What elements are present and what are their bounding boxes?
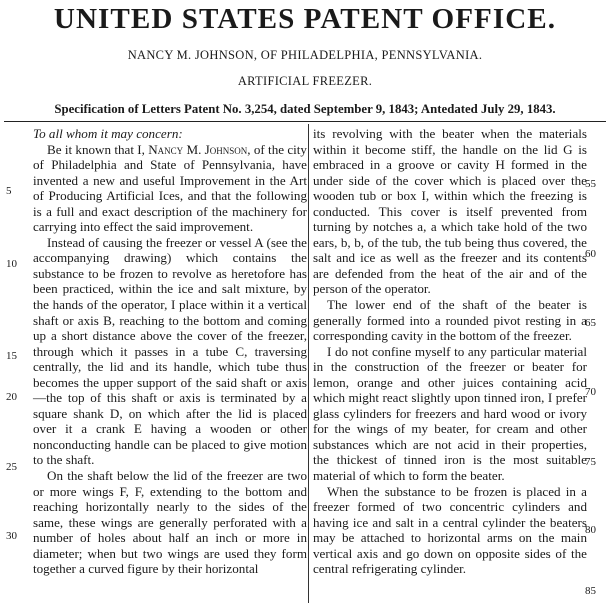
paragraph-pivot: The lower end of the shaft of the beater is generally formed into a rounded pivot resting in a corresponding cavity in the bottom of the freezer. <box>313 297 587 344</box>
header-rule <box>4 121 606 122</box>
column-divider <box>308 124 309 603</box>
office-title: UNITED STATES PATENT OFFICE. <box>53 4 557 35</box>
intro-text-a: Be it known that I, <box>47 141 149 157</box>
line-number: 20 <box>6 391 17 403</box>
right-column <box>313 126 587 577</box>
paragraph-shaft: Instead of causing the freezer or vessel A (see the accompanying drawing) which contains the substance to be frozen to revolve as heretofore has been practiced, within the ice and salt mixture, by the hands of the operator, I place within it a vertical shaft or axis B, reaching to the bottom and coming up a short distance above the cover of the freezer, through which it passes in a tube C, traversing centrally, the lid and its handle, which tube thus becomes the upper support of the said shaft or axis—the top of this shaft or axis is terminated by a square shank D, on which after the lid is placed over it a crank E having a wooden or other nonconducting handle can be placed to give motion to the shaft. <box>33 234 307 468</box>
inventor-name: Nancy M. Johnson <box>148 141 248 157</box>
line-number: 10 <box>6 258 17 270</box>
left-column <box>33 126 307 577</box>
specification-line: Specification of Letters Patent No. 3,254, dated September 9, 1843; Antedated July 29, 1843. <box>54 102 556 116</box>
line-number: 5 <box>6 185 12 197</box>
paragraph-cover: its revolving with the beater when the materials within it become stiff, the handle on the lid G is embraced in a groove or cavity H formed in the under side of the cover which is placed over the wooden tub or box I, within which the freezing is conducted. This cover is itself prevented from turning by notches a, a which take hold of the two ears, b, b, of the tub, the tub being thus covered, the salt and ice as well as the freezer and its contents are defended from the heat of the air and of the person of the operator. <box>313 126 587 297</box>
paragraph-materials: I do not confine myself to any particular material in the construction of the freezer or beater for lemon, orange and other juices containing acid which might react slightly upon tinned iron, I prefer glass cylinders for freezers and hard wood or ivory for the wings of my beater, for cream and other substances which are not acid in their properties, the thickest of tinned iron is the most suitable material of which to form the beater. <box>313 343 587 484</box>
paragraph-concentric: When the substance to be frozen is placed in a freezer formed of two concentric cylinders and having ice and salt in a central cylinder the beaters may be attached to horizontal arms on the main vertical axis and go down on opposite sides of the central refrigerating cylinder. <box>313 483 587 577</box>
line-number: 30 <box>6 530 17 542</box>
line-number: 25 <box>6 461 17 473</box>
line-number: 55 <box>585 178 596 190</box>
inventor-line: NANCY M. JOHNSON, OF PHILADELPHIA, PENNSYLVANIA. <box>127 48 483 62</box>
line-number: 70 <box>585 386 596 398</box>
line-number: 65 <box>585 317 596 329</box>
line-number: 75 <box>585 456 596 468</box>
line-number: 85 <box>585 585 596 597</box>
paragraph-wings: On the shaft below the lid of the freezer are two or more wings F, F, extending to the bottom and reaching horizontally nearly to the sides of the same, these wings are generally perforated with a number of holes about half an inch or more in diameter; when but two wings are used they form together a curved figure by their horizontal <box>33 468 307 577</box>
invention-title: ARTIFICIAL FREEZER. <box>237 74 373 88</box>
intro-text-b: , of the city of Philadelphia and State of Pennsylvania, have invented a new and useful Improvement in the Art of Producing Artificial Ices, and that the following is a full and exact description of the machinery for carrying into effect the said improvement. <box>33 141 307 235</box>
line-number: 60 <box>585 248 596 260</box>
line-number: 80 <box>585 524 596 536</box>
paragraph-introduction <box>33 142 307 235</box>
line-number: 15 <box>6 350 17 362</box>
salutation: To all whom it may concern: <box>33 126 183 141</box>
